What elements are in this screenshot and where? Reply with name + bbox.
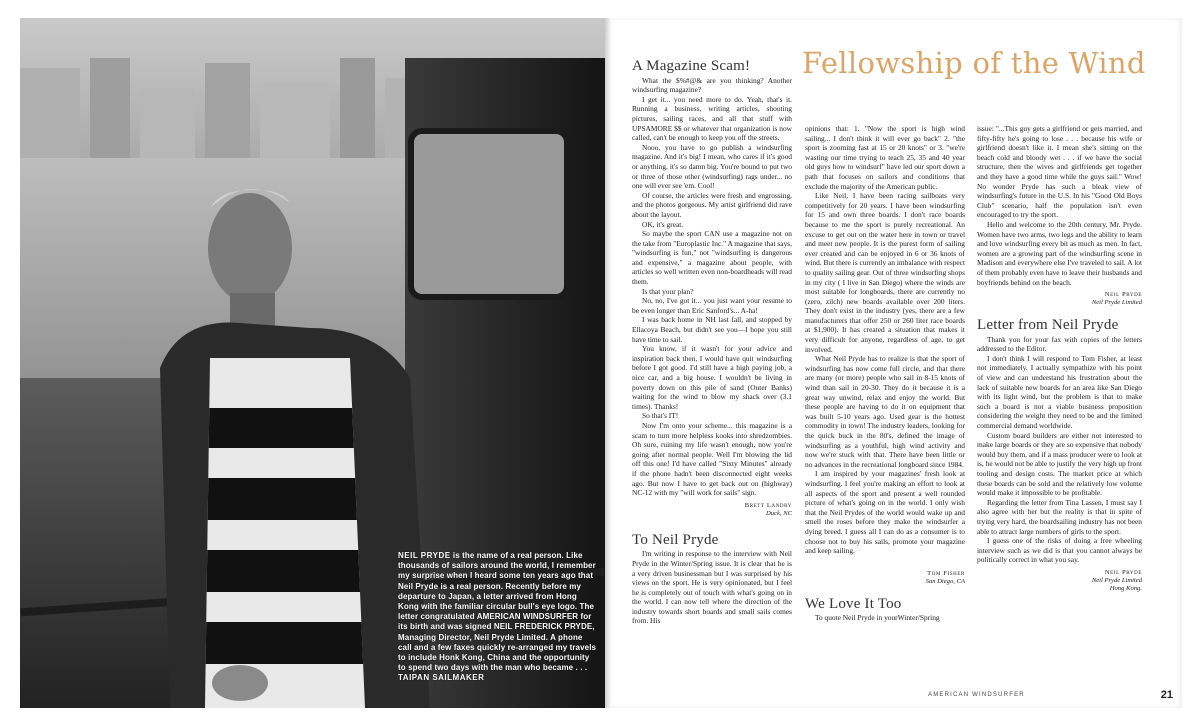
signature-place: Neil Pryde Limited (1091, 576, 1142, 584)
caption-text: is the name of a real person. Like thousands of sailors around the world, I remember my surprise when I heard some ten years ago that Neil Pryde is a real person. Recently before my departure to Japan, a letter arrived from Hong Kong with the familiar circular bull's eye logo. The letter congratulated AMERICAN WINDSURFER for its birth and was signed NEIL FREDERICK PRYDE, Managing Director, Neil Pryde Limited. A phone call and a few faxes quickly re-arranged my travels to include Honk Kong, China and the opportunity to spend two days with the man who became . . . (398, 551, 597, 673)
column-1 (632, 58, 792, 626)
paragraph: What Neil Pryde has to realize is that the sport of windsurfing has now come full circle, and that there are many (or more) people who sail in 8-15 knots of wind than sail in 20-30. They do it because it is a great way unwind, relax and enjoy the world. But these people are having to do it on equipment that was built 5-10 years ago. Used gear is the hottest commodity in town! The industry leaders, looking for the quick buck in the 80's, defined the image of windsurfing as a youthful, high wind activity and now we're stuck with that. There have been little or no advances in the recreational longboard since 1984. (805, 354, 965, 469)
paragraph: What the $%#@& are you thinking? Another windsurfing magazine? (632, 75, 792, 95)
paragraph: I guess one of the risks of doing a free wheeling interview such as we did is that you cannot always be politically correct in what you say. (977, 536, 1142, 565)
signature-name: Brett Landry (744, 501, 792, 509)
paragraph: Custom board builders are either not interested to make large boards or they are so expensive that nobody would buy them, and if a mass producer were to look at is, he would not be able to justify the very high up front tooling and design costs. The market price at which these boards can be sold and the relatively low volume would make it impossible to be profitable. (977, 430, 1142, 498)
signature-neil-pryde (977, 569, 1142, 593)
paragraph: No, no, I've got it... you just want your resume to be even longer than Eric Sanford's... A-ha! (632, 296, 792, 315)
spine-gutter (605, 18, 612, 708)
paragraph: I'm writing in response to the interview with Neil Pryde in the Winter/Spring issue. It is clear that he is a very driven businessman but I was surprised by his views on the sport. He is very opinionated, but I feel he is completely out of touch with what's going on in the world. I can now tell where the direction of the industry towards short boards and small sails comes from. His (632, 549, 792, 626)
paragraph: Is that your plan? (642, 286, 694, 296)
paragraph: OK, it's great. (642, 219, 684, 229)
paragraph: Hello and welcome to the 20th century, Mr. Pryde. Women have two arms, two legs and the ability to learn and love windsurfing every bit as much as men. In fact, women are a growing part of the windsurfing scene in Madison and everywhere else I've traveled to sail. A lot of them probably even have to leave their husbands and boyfriends behind on the beach. (977, 219, 1142, 287)
paragraph: So that's IT! (642, 411, 679, 421)
paragraph: I am inspired by your magazines' fresh look at windsurfing. I feel you're making an effort to look at all aspects of the sport and present a well rounded picture of what's going on in the world. I only wish that the Neil Prydes of the world would wake up and smell the roses before they make the windsurfer a dying breed. I guess all I can do as a consumer is to choose not to buy his sails, promote your magazine and keep sailing. (805, 469, 965, 556)
paragraph: opinions that: 1. "Now the sport is high wind sailing... I don't think it will ever go back" 2. "the sport is zooming fast at 15 or 20 knots" or 3. "we're wasting our time trying to teach 25, 35 and 40 year old guys how to windsurf" have led our sport down a path that focuses on sailors and conditions that exclude the majority of the American public. (805, 124, 965, 191)
signature-name: Tom Fisher (927, 569, 965, 577)
caption-ending: TAIPAN SAILMAKER (398, 673, 485, 683)
paragraph: issue: "...This guy gets a girlfriend or gets married, and fifty-fifty he's going to lose . . . because his wife or girlfriend doesn't like it. I mean she's sitting on the beach cold and bloody wet . . . if we have the social structure, then the wives and girlfriends get together and they have a good time while the guys sail." Wow! No wonder Pryde has such a bleak view of windsurfing's future in the U.S. In his "Good Old Boys Club" scenario, half the population isn't even encouraged to try the sport. (977, 124, 1142, 220)
paragraph: Like Neil, I have been racing sailboats very competitively for 20 years. I have been windsurfing for 15 and own three boards. I don't race boards because to me the sport is purely recreational. An excuse to get out on the water here in town or travel and meet new people. It is the purest form of sailing ever created and can be enjoyed in 6 or 36 knots of wind. But there is currently an imbalance with respect to quality sailing gear. Out of three windsurfing shops in my city ( I live in San Diego) where the winds are most suitable for longboards, there are currently no (zero, zilch) new boards available over 200 liters. They don't exist in the industry (yes, there are a few manufacturers that offer 250 or 260 liter race boards at $1,900). It has created a situation that makes it very difficult for anyone, regardless of age, to get involved. (805, 191, 965, 354)
signature-name: Neil Pryde (1104, 291, 1142, 299)
paragraph: I don't think I will respond to Tom Fisher, at least not immediately. I actually sympathize with his point of view and can understand his frustration about the lack of suitable new boards for an area like San Diego with its light wind, but the problem is that to make such a board is not a viable business proposition considering the weight they need to be and the limited commercial demand worldwide. (977, 353, 1142, 431)
paragraph: Regarding the letter from Tina Lassen, I must say I also agree with her but the reality is that in spite of trying very hard, the boardsailing industry has not been able to attract large numbers of girls to the sport. (977, 497, 1142, 536)
paragraph: To quote Neil Pryde in yourWinter/Spring (815, 613, 940, 623)
signature-place: Neil Pryde Limited (1091, 299, 1142, 307)
signature-brett-landry (632, 502, 792, 518)
signature-name: Neil Pryde (1104, 568, 1142, 576)
signature-tom-fisher (805, 570, 965, 586)
paragraph: Of course, the articles were fresh and engrossing, and the photos gorgeous. My artist girlfriend did rave about the layout. (632, 190, 792, 219)
caption-name: NEIL PRYDE (398, 551, 451, 560)
paragraph: Now I'm onto your scheme... this magazine is a scam to turn more helpless kooks into shredzombies. Oh sure, ruining my life wasn't enough, now you're going after normal people. Well I'm blowing the lid off this one! I'd have called "Sixty Minutes" already if the phone hadn't been disconnected eight weeks ago. But now I have to get back out on (highway) NC-12 with my "will work for sails" sign. (632, 420, 792, 498)
photo-caption (398, 551, 598, 684)
signature-place-2: Hong Kong. (1109, 584, 1142, 592)
page-number: 21 (1160, 689, 1173, 701)
heading-magazine-scam: A Magazine Scam! (632, 58, 751, 74)
paragraph: So maybe the sport CAN use a magazine not on the take from "Europlastic Inc." A magazine that says, "windsurfing is fun," not "windsurfing is dangerous and expensive," a magazine about people, with articles so well written even non-boardheads will read them. (632, 229, 792, 287)
page-footer (928, 689, 1173, 704)
heading-to-neil-pryde: To Neil Pryde (632, 531, 719, 548)
heading-letter-from-neil-pryde: Letter from Neil Pryde (977, 317, 1119, 334)
feature-title: Fellowship of the Wind (802, 46, 1146, 80)
left-page-photo (20, 18, 605, 708)
paragraph: I get it... you need more to do. Yeah, that's it. Running a business, writing articles, shooting pictures, sailing races, and all that stuff with UPSAMORE $$ or whatever that organization is now called, can't be enough to keep you off the streets. (632, 94, 792, 143)
signature-place: San Diego, CA (925, 577, 965, 585)
signature-place: Duck, NC (765, 509, 792, 517)
right-page-letters (612, 18, 1182, 708)
column-2 (805, 124, 965, 623)
paragraph: You know, if it wasn't for your advice and inspiration back then, I would have quit windsurfing before I got good. I'd still have a high paying job, a nice car, and a big house. I wouldn't be living in poverty down on this pile of sand (Outer Banks) waiting for the wind to blow my shack over (3.1 times). Thanks! (632, 344, 792, 411)
column-3 (977, 124, 1142, 593)
heading-we-love-it-too: We Love It Too (805, 595, 902, 612)
paragraph: Thank you for your fax with copies of the letters addressed to the Editor. (977, 334, 1142, 354)
paragraph: I was back home in NH last fall, and stopped by Ellacoya Beach, but didn't see you—I hope you still have time to sail. (632, 315, 792, 344)
footer-magazine-name: AMERICAN WINDSURFER (928, 692, 1025, 698)
paragraph: Nooo, you have to go publish a windsurfing magazine. And it's big! I mean, who cares if it's good or anything, it's so damn big. You're bound to put two or three of those other (windsurfing) rags under... no one will ever see 'em. Cool! (632, 142, 792, 191)
signature-tina-lassen (977, 291, 1142, 307)
